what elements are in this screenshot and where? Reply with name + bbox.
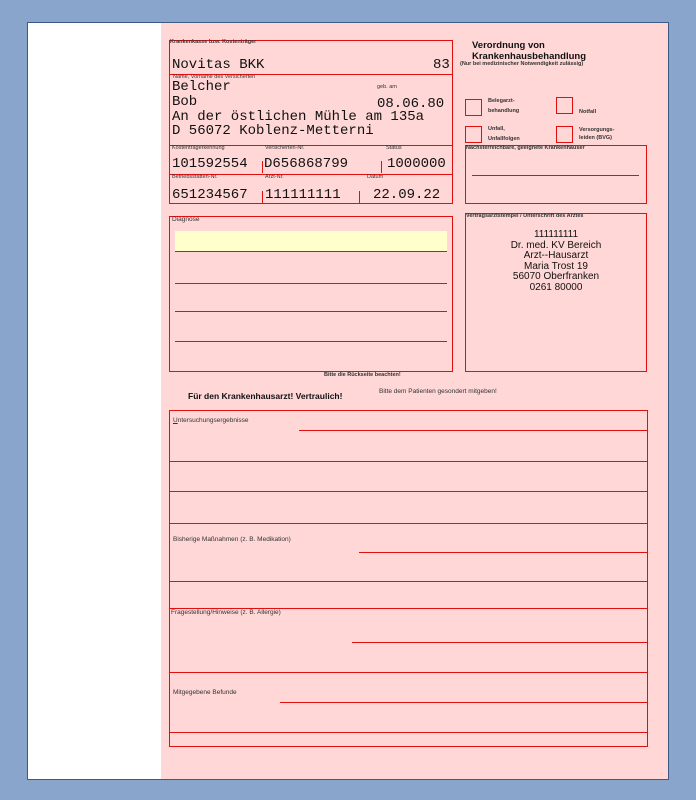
patient-dob: 08.06.80 bbox=[377, 96, 445, 112]
bsnr-label: Betriebsstätten-Nr. bbox=[172, 174, 218, 180]
stamp-line: 56070 Oberfranken bbox=[512, 271, 600, 282]
diagnosis-label: Diagnose bbox=[172, 216, 200, 223]
lanr-value: 111111111 bbox=[265, 187, 341, 203]
confidential-heading: Für den Krankenhausarzt! Vertraulich! bbox=[188, 391, 343, 401]
divider bbox=[262, 191, 263, 203]
prescription-form bbox=[161, 23, 668, 779]
stamp-line: Dr. med. KV Bereich bbox=[510, 239, 602, 251]
findings-label bbox=[173, 418, 249, 425]
insurer-name: Novitas BKK bbox=[172, 57, 265, 73]
date-value: 22.09.22 bbox=[373, 187, 441, 203]
measures-line bbox=[359, 552, 648, 553]
diagnosis-line bbox=[175, 251, 447, 252]
findings-label-first: U bbox=[173, 417, 178, 424]
bsnr-value: 651234567 bbox=[172, 187, 248, 203]
form-subtitle: (Nur bei medizinischer Notwendigkeit zulässig) bbox=[460, 61, 584, 67]
insurer-code: 83 bbox=[433, 57, 450, 73]
hospitals-label: Nächsterreichbare, geeignete Krankenhäuser bbox=[466, 145, 585, 151]
questions-line bbox=[169, 672, 648, 673]
versorgung-label-1: Versorgungs- bbox=[579, 127, 615, 133]
insured-no-label: Versicherten-Nr. bbox=[265, 145, 305, 151]
insurer-label: Krankenkasse bzw. Kostenträger bbox=[170, 39, 257, 45]
divider bbox=[262, 161, 263, 173]
findings-line bbox=[169, 491, 648, 492]
patient-first-name: Bob bbox=[172, 94, 198, 110]
measures-label: Bisherige Maßnahmen (z. B. Medikation) bbox=[173, 536, 291, 543]
patient-street: An der östlichen Mühle am 135a bbox=[172, 109, 425, 125]
findings-label-rest: ntersuchungsergebnisse bbox=[177, 417, 249, 424]
dob-label: geb. am bbox=[377, 84, 397, 90]
divider bbox=[381, 161, 382, 173]
diagnosis-line bbox=[175, 283, 447, 284]
stamp-line: 111111111 bbox=[533, 229, 579, 240]
unfall-checkbox[interactable] bbox=[465, 126, 482, 143]
stamp-line: Arzt--Hausarzt bbox=[523, 250, 589, 261]
stamp-label: Vertragsarztstempel / Unterschrift des Arztes bbox=[466, 213, 584, 219]
patient-city: D 56072 Koblenz-Metterni bbox=[172, 123, 374, 139]
diagnosis-line bbox=[175, 311, 447, 312]
enclosures-line bbox=[280, 702, 648, 703]
separate-note: Bitte dem Patienten gesondert mitgeben! bbox=[379, 388, 497, 395]
unfall-label-1: Unfall, bbox=[488, 126, 505, 132]
unfall-label-2: Unfallfolgen bbox=[488, 136, 520, 142]
form-title-line1: Verordnung von bbox=[472, 40, 545, 51]
patient-last-name: Belcher bbox=[172, 79, 231, 95]
diagnosis-line bbox=[175, 341, 447, 342]
document-page bbox=[27, 22, 669, 780]
notfall-checkbox[interactable] bbox=[556, 97, 573, 114]
form-title-line2: Krankenhausbehandlung bbox=[472, 51, 587, 62]
belegarzt-label-2: behandlung bbox=[488, 108, 520, 114]
diagnosis-highlight bbox=[175, 231, 447, 251]
findings-line bbox=[299, 430, 648, 431]
stamp-line: Maria Trost 19 bbox=[524, 260, 588, 272]
patient-name-label: Name, Vorname des Versicherten bbox=[173, 74, 256, 80]
divider bbox=[359, 191, 360, 203]
cost-id-label: Kostenträgerkennung bbox=[172, 145, 225, 151]
belegarzt-checkbox[interactable] bbox=[465, 99, 482, 116]
hospitals-line bbox=[472, 175, 639, 176]
lanr-label: Arzt-Nr. bbox=[265, 174, 284, 180]
back-note: Bitte die Rückseite beachten! bbox=[324, 372, 401, 378]
cost-id: 101592554 bbox=[172, 156, 248, 172]
questions-label: Fragestellung/Hinweise (z. B. Allergie) bbox=[171, 609, 281, 616]
belegarzt-label-1: Belegarzt- bbox=[488, 98, 515, 104]
versorgung-checkbox[interactable] bbox=[556, 126, 573, 143]
stamp-line: 0261 80000 bbox=[529, 281, 583, 293]
enclosures-label: Mitgegebene Befunde bbox=[173, 689, 237, 696]
notfall-label: Notfall bbox=[579, 109, 597, 115]
questions-line bbox=[352, 642, 648, 643]
versorgung-label-2: leiden (BVG) bbox=[579, 135, 613, 141]
insured-no: D656868799 bbox=[264, 156, 349, 172]
doctor-stamp bbox=[465, 230, 647, 293]
findings-line bbox=[169, 523, 648, 524]
status-value: 1000000 bbox=[387, 156, 446, 172]
enclosures-line bbox=[169, 732, 648, 733]
date-label: Datum bbox=[367, 174, 384, 180]
findings-line bbox=[169, 461, 648, 462]
status-label: Status bbox=[386, 145, 402, 151]
measures-line bbox=[169, 581, 648, 582]
